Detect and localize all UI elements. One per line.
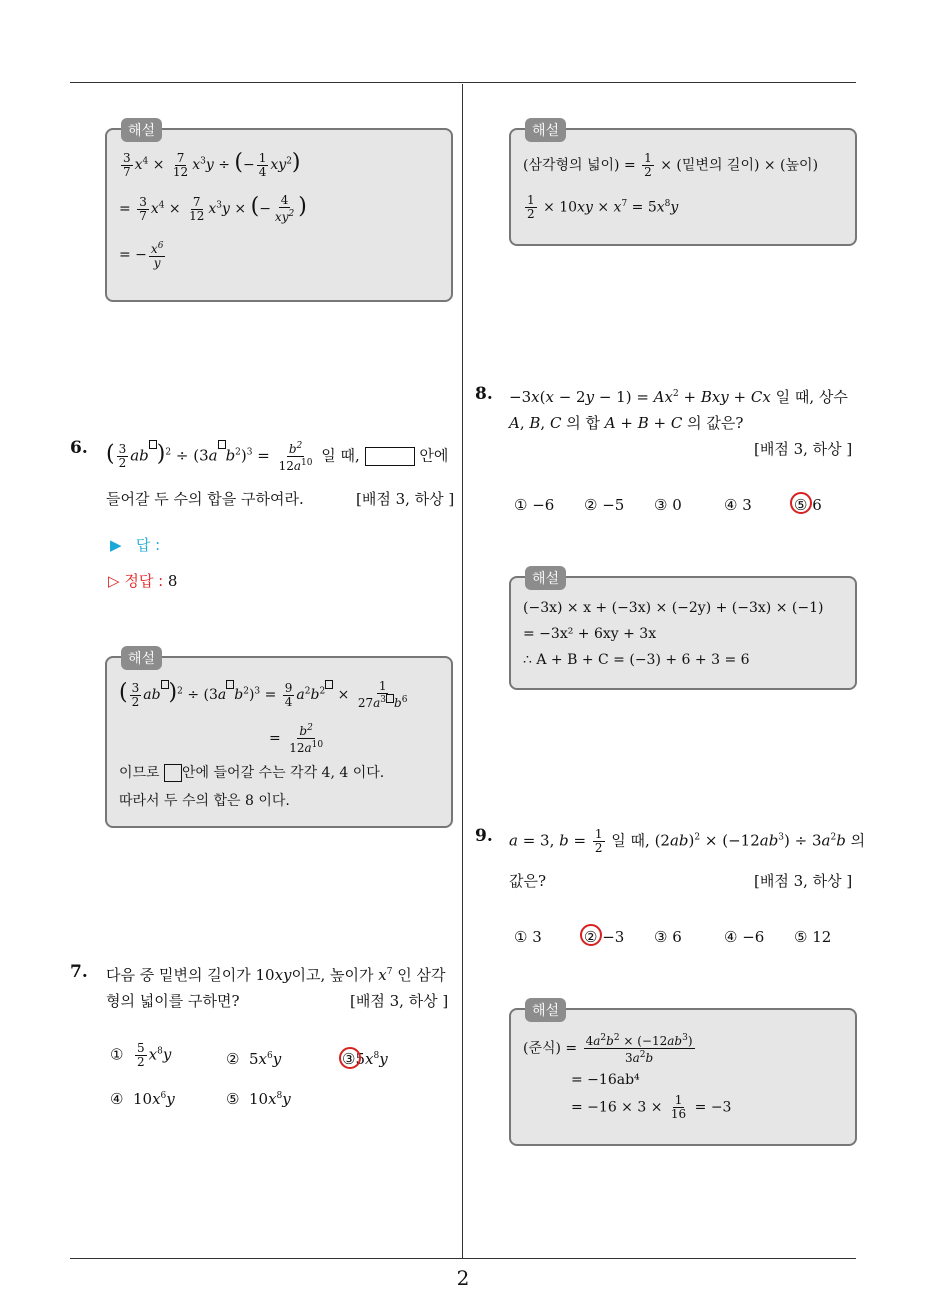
column-divider — [462, 84, 463, 1259]
page-number: 2 — [456, 1266, 470, 1290]
solution-line-3: = −16 × 3 × $\frac{1}{16}$ = −3 — [571, 1093, 732, 1121]
play-icon: ▶ — [110, 536, 122, 554]
solution-line-1: ( $\frac{3}{2}$ ab )$^2$ ÷ (3a $b^2)^3$ = $\frac{9}{4}$ $a^2b^2$ × $\frac{1}{27a^3 b^6}$ — [119, 679, 408, 710]
option-5[interactable]: ⑤ $10x^8y$ — [226, 1090, 291, 1108]
question-6-line-2: 들어갈 두 수의 합을 구하여라. — [106, 490, 304, 508]
solution-line-3: = − $\frac{x^6}{y}$ — [119, 241, 164, 270]
solution-box-q5 — [105, 123, 453, 302]
option-2[interactable]: ② $5x^6y$ — [226, 1050, 282, 1068]
option-1[interactable]: ① $\frac{5}{2}$ $x^8y$ — [110, 1041, 172, 1069]
question-6-line-1: ( $\frac{3}{2}$ ab )$^2$ ÷ (3a $b^2)^3$ = $\frac{b^2}{12a^{10}}$ 일 때, 안에 — [106, 441, 449, 473]
question-number-6: 6. — [70, 438, 88, 458]
score-tag-8: [배점 3, 하상 ] — [754, 440, 853, 458]
solution-box-q7 — [509, 123, 857, 246]
option-1[interactable]: ① −6 — [514, 496, 555, 514]
question-7-line-2: 형의 넓이를 구하면? — [106, 992, 240, 1010]
top-rule — [70, 82, 856, 83]
solution-box-q9 — [509, 1003, 857, 1146]
option-3[interactable]: ③ 6 — [654, 928, 682, 946]
option-5[interactable]: ⑤ 12 — [794, 928, 832, 946]
solution-box-q8 — [509, 571, 857, 690]
solution-line-2: = $\frac{b^2}{12a^{10}}$ — [269, 723, 324, 755]
blank-square — [164, 764, 182, 782]
solution-tab: 해설 — [525, 566, 566, 590]
bottom-rule — [70, 1258, 856, 1259]
answer-row: ▶ 답 : — [110, 536, 161, 554]
selected-answer-mark — [580, 924, 602, 946]
solution-line-1: (삼각형의 넓이) = $\frac{1}{2}$ × (밑변의 길이) × (높이) — [523, 151, 819, 179]
solution-line-1: $\frac{3}{7}$ $x^4$ × $\frac{7}{12}$ $x^3y$ ÷ (− $\frac{1}{4}$ $xy^2$) — [123, 150, 301, 179]
option-5[interactable]: ⑤ 6 — [794, 496, 822, 514]
blank-box — [365, 447, 415, 466]
question-7-line-1: 다음 중 밑변의 길이가 10xy이고, 높이가 $x^7$ 인 삼각 — [106, 966, 446, 984]
solution-tab: 해설 — [121, 118, 162, 142]
score-tag-9: [배점 3, 하상 ] — [754, 872, 853, 890]
score-tag-6: [배점 3, 하상 ] — [356, 490, 455, 508]
question-9-line-1: a = 3, b = $\frac{1}{2}$ 일 때, $(2ab)^2 \times (-12ab^3) \div 3a^2b$ 의 — [509, 827, 866, 855]
solution-box-q6 — [105, 651, 453, 828]
solution-tab: 해설 — [121, 646, 162, 670]
selected-answer-mark — [339, 1047, 361, 1069]
option-4[interactable]: ④ $10x^6y$ — [110, 1090, 175, 1108]
solution-line-1: (준식) = $\frac{4a^2b^2 \times (-12ab^3)}{3a^2b}$ — [523, 1033, 693, 1065]
option-4[interactable]: ④ 3 — [724, 496, 752, 514]
question-8-line-2: A, B, C 의 합 A + B + C 의 값은? — [509, 414, 744, 432]
correct-answer-row: ▷ 정답 : 8 — [108, 572, 178, 590]
solution-line-3: ∴ A + B + C = (−3) + 6 + 3 = 6 — [523, 652, 750, 668]
selected-answer-mark — [790, 492, 812, 514]
solution-tab: 해설 — [525, 118, 566, 142]
solution-tab: 해설 — [525, 998, 566, 1022]
question-9-line-2: 값은? — [509, 872, 547, 890]
option-3[interactable]: ③ 0 — [654, 496, 682, 514]
solution-line-4: 따라서 두 수의 합은 8 이다. — [119, 793, 290, 809]
question-number-8: 8. — [475, 384, 493, 404]
question-number-7: 7. — [70, 962, 88, 982]
solution-line-3: 이므로 안에 들어갈 수는 각각 4, 4 이다. — [119, 765, 385, 781]
option-1[interactable]: ① 3 — [514, 928, 542, 946]
option-4[interactable]: ④ −6 — [724, 928, 765, 946]
option-3[interactable]: $③5x^8y$ — [342, 1050, 388, 1068]
solution-line-2: = −16ab⁴ — [571, 1072, 640, 1088]
solution-line-2: = $\frac{3}{7}$ $x^4$ × $\frac{7}{12}$ $x^3y$ × (− $\frac{4}{xy^2}$ ) — [119, 193, 307, 224]
question-number-9: 9. — [475, 826, 493, 846]
play-outline-icon: ▷ — [108, 572, 120, 590]
solution-line-2: $\frac{1}{2}$ × $10xy \times x^7 = 5x^8y$ — [527, 193, 679, 221]
question-8-line-1: $-3x(x - 2y - 1) = Ax^2$ + Bxy + Cx 일 때, 상수 — [509, 388, 848, 406]
score-tag-7: [배점 3, 하상 ] — [350, 992, 449, 1010]
option-2[interactable]: ② −5 — [584, 496, 625, 514]
solution-line-1: (−3x) × x + (−3x) × (−2y) + (−3x) × (−1) — [523, 600, 824, 616]
option-2[interactable]: ② −3 — [584, 928, 625, 946]
solution-line-2: = −3x² + 6xy + 3x — [523, 626, 657, 642]
